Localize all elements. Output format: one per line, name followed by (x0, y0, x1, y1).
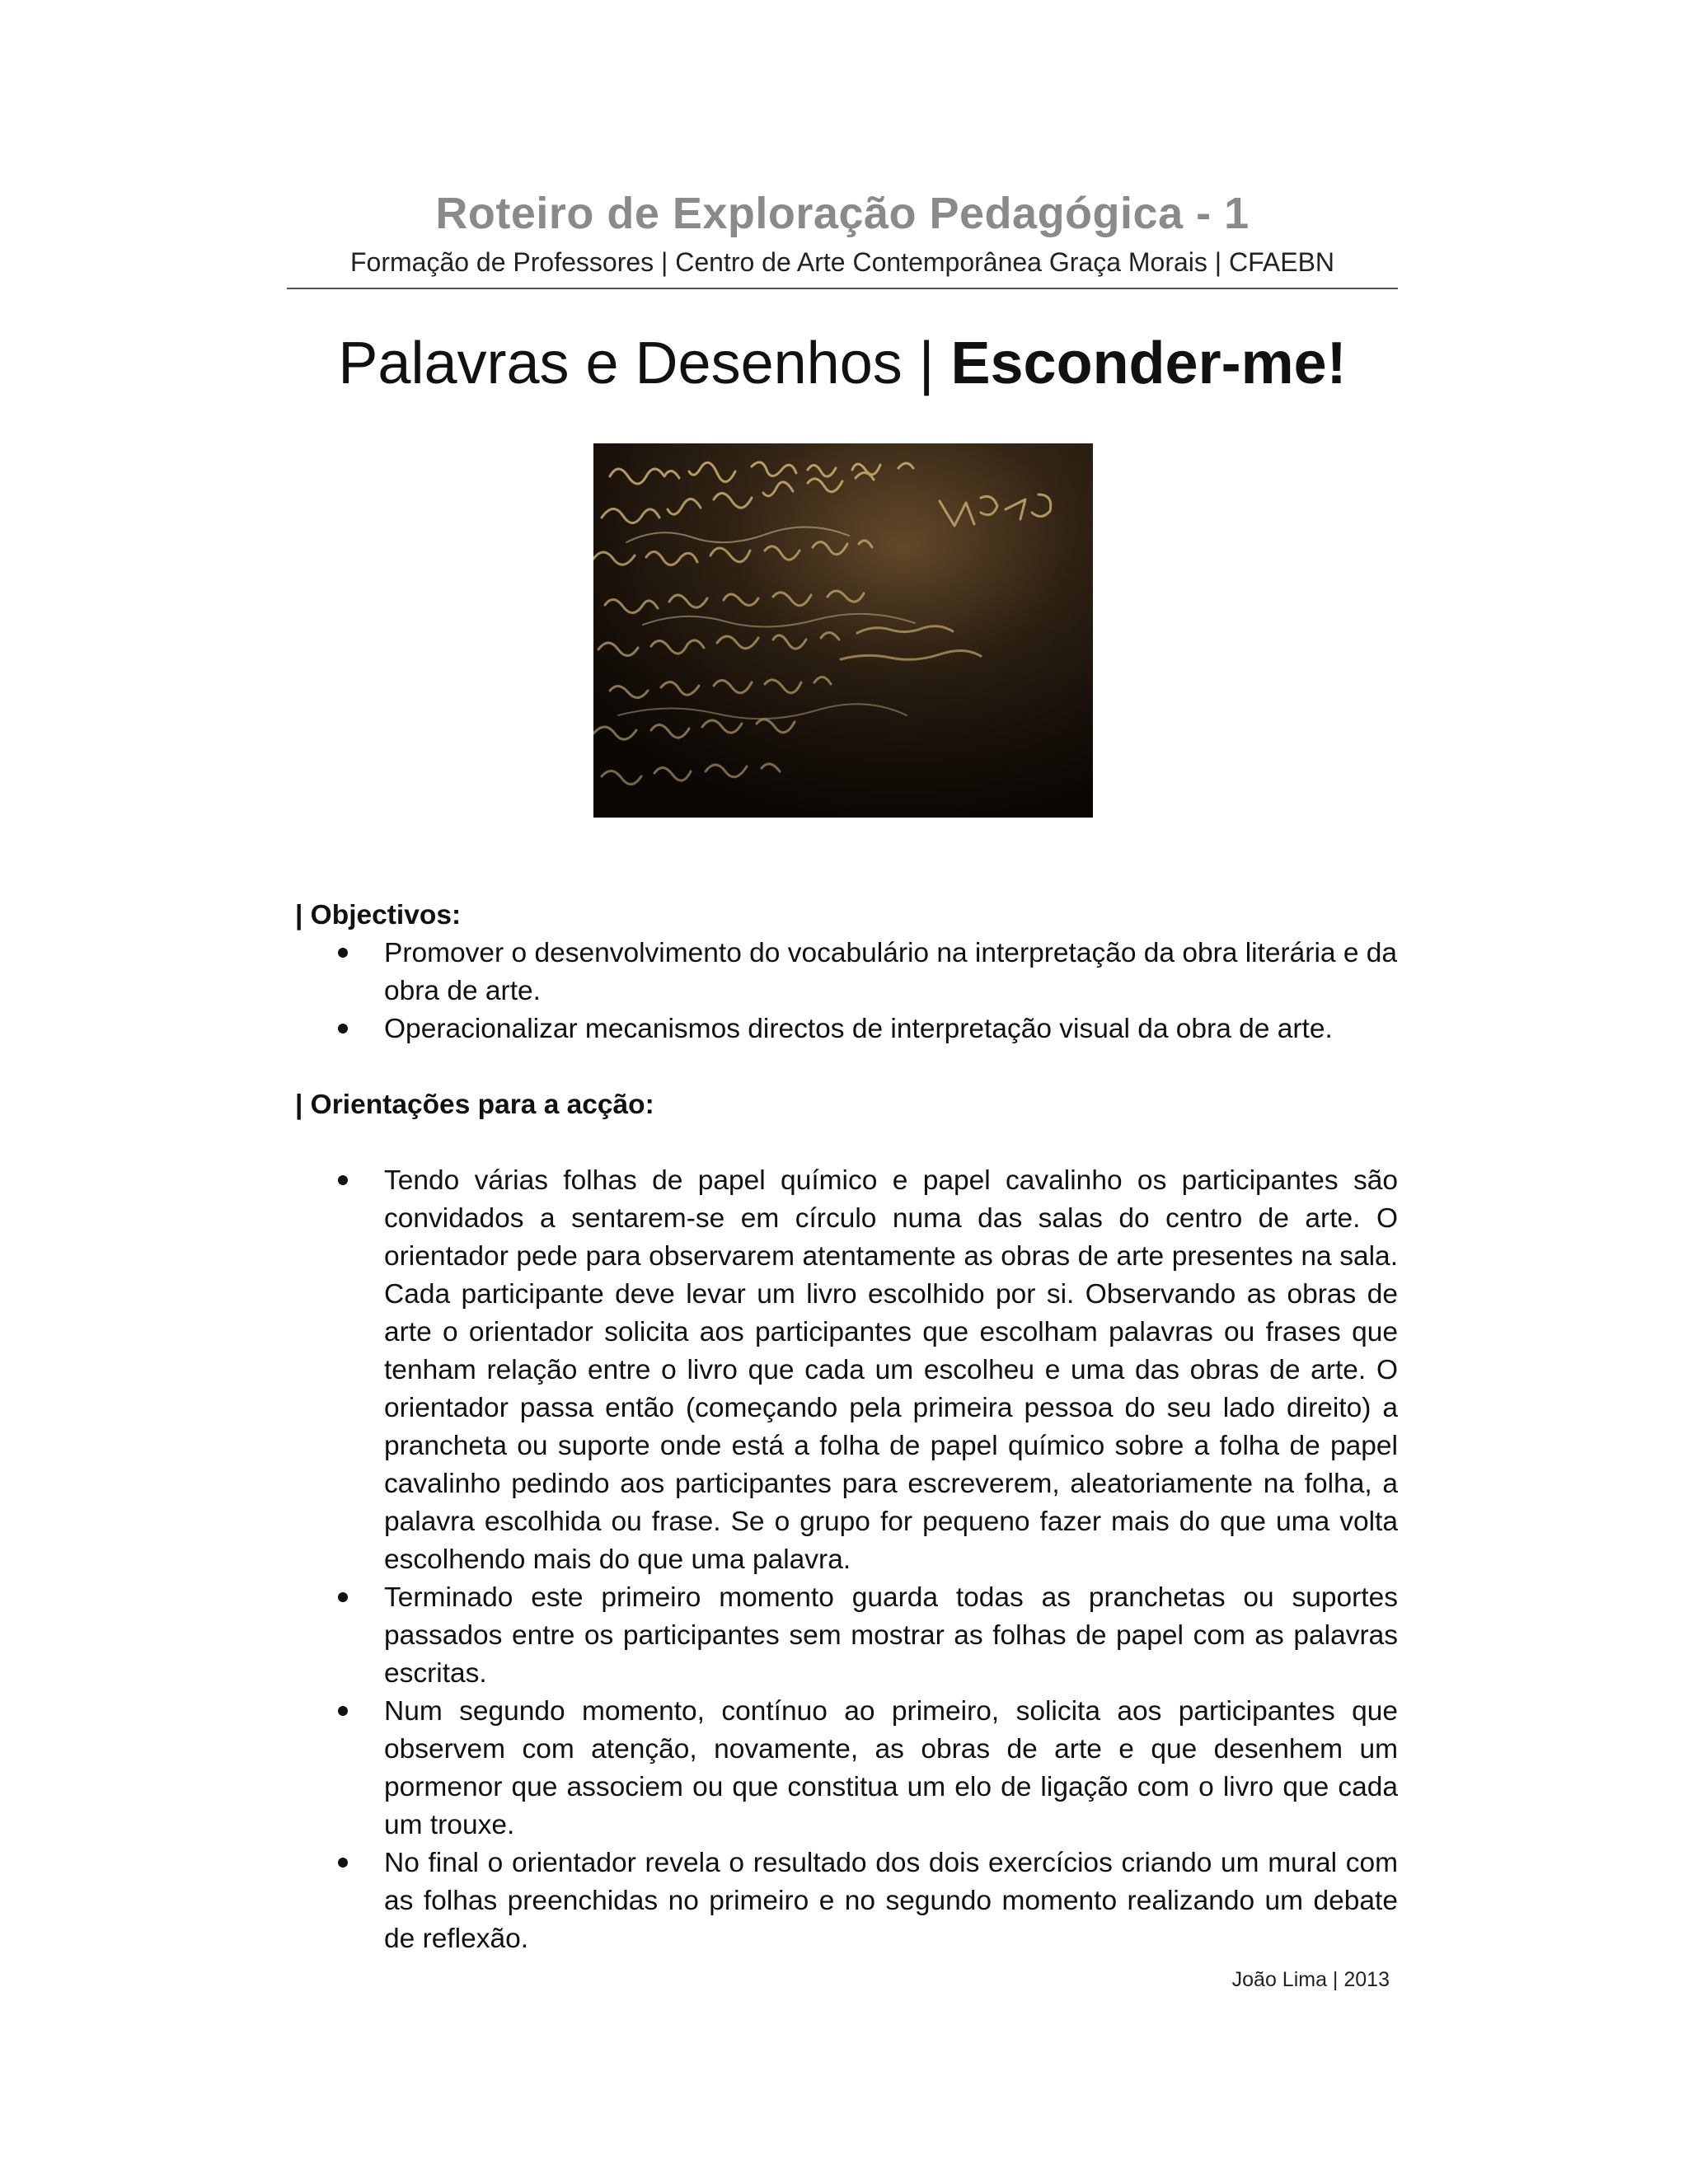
orientation-item: Num segundo momento, contínuo ao primeiro, solicita aos participantes que observem com atenção, novamente, as obras de arte e que desenhem um pormenor que associem ou que constitua um elo de ligação com o livro que cada um trouxe. (295, 1693, 1398, 1844)
orientations-list (295, 1162, 1398, 1958)
orientations-heading: | Orientações para a acção: (295, 1090, 654, 1120)
author-signature: João Lima | 2013 (1231, 1968, 1390, 1991)
document-title: Roteiro de Exploração Pedagógica - 1 (435, 189, 1250, 238)
main-title-regular: Palavras e Desenhos | (338, 330, 951, 396)
header-divider (287, 288, 1398, 289)
objective-item: Promover o desenvolvimento do vocabulário na interpretação da obra literária e da obra de arte. (295, 935, 1398, 1010)
objectives-heading: | Objectivos: (295, 900, 462, 930)
objective-item: Operacionalizar mecanismos directos de interpretação visual da obra de arte. (295, 1010, 1398, 1048)
main-title (287, 326, 1398, 401)
chalkboard-handwriting-image (593, 443, 1093, 818)
orientation-item: No final o orientador revela o resultado dos dois exercícios criando um mural com as folhas preenchidas no primeiro e no segundo momento realizando um debate de reflexão. (295, 1844, 1398, 1958)
document-header (287, 186, 1398, 280)
document-subtitle: Formação de Professores | Centro de Arte Contemporânea Graça Morais | CFAEBN (349, 247, 1335, 277)
objectives-list (295, 935, 1398, 1048)
chalkboard-handwriting-icon (593, 443, 1093, 818)
orientation-item: Terminado este primeiro momento guarda todas as pranchetas ou suportes passados entre os participantes sem mostrar as folhas de papel com as palavras escritas. (295, 1579, 1398, 1693)
orientation-item: Tendo várias folhas de papel químico e papel cavalinho os participantes são convidados a sentarem-se em círculo numa das salas do centro de arte. O orientador pede para observarem atentamente as obras de arte presentes na sala. Cada participante deve levar um livro escolhido por si. Observando as obras de arte o orientador solicita aos participantes que escolham palavras ou frases que tenham relação entre o livro que cada um escolheu e uma das obras de arte. O orientador passa então (começando pela primeira pessoa do seu lado direito) a prancheta ou suporte onde está a folha de papel químico sobre a folha de papel cavalinho pedindo aos participantes para escreverem, aleatoriamente na folha, a palavra escolhida ou frase. Se o grupo for pequeno fazer mais do que uma volta escolhendo mais do que uma palavra. (295, 1162, 1398, 1579)
document-body (295, 897, 1398, 1958)
main-title-bold: Esconder-me! (950, 330, 1347, 396)
